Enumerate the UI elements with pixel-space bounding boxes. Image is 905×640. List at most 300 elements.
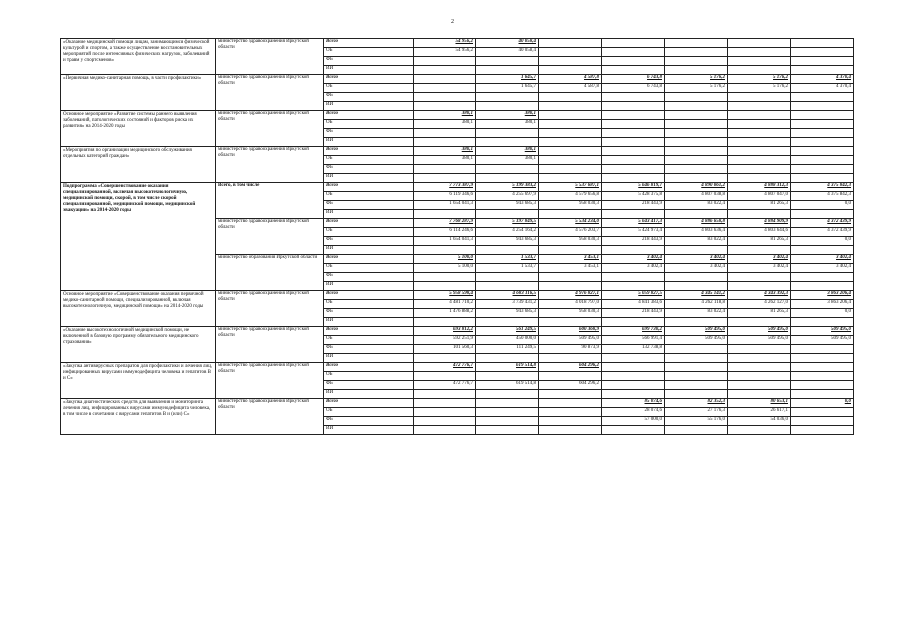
funding-source: ОБ [324,48,414,57]
funding-value [414,129,476,138]
funding-source: ФБ [324,165,414,174]
funding-value: 509 495,0 [791,336,854,345]
funding-value [476,408,539,417]
funding-value: 1 654 041,3 [414,201,476,210]
funding-value [665,111,728,120]
funding-value: 3 453,1 [539,264,602,273]
funding-value: 81 265,3 [728,309,791,318]
funding-value [602,93,665,102]
funding-value [476,165,539,174]
funding-value: 4 262 118,8 [665,300,728,309]
funding-value [539,138,602,147]
funding-value: 472 776,7 [414,381,476,390]
funding-value [539,210,602,219]
funding-value [539,39,602,48]
funding-value [539,372,602,381]
funding-value [728,102,791,111]
funding-value [414,417,476,426]
funding-value [539,417,602,426]
funding-value: 80 653,1 [728,399,791,408]
funding-source: ФБ [324,381,414,390]
funding-value [414,84,476,93]
funding-value [602,354,665,363]
funding-value [414,75,476,84]
executor-name: министерство здравоохранения Иркутской области [216,219,324,255]
measure-name: Основное мероприятие «Развитие системы раннего выявления заболеваний, патологических состояний и факторов риска их развития» на 2014-2020 годы [61,111,216,147]
funding-value [602,318,665,327]
executor-name: министерство здравоохранения Иркутской области [216,147,324,183]
funding-value [602,426,665,435]
funding-value [539,282,602,291]
funding-value [602,147,665,156]
funding-value [791,210,854,219]
funding-value: 6 114 246,6 [414,228,476,237]
funding-value [791,39,854,48]
funding-value [728,165,791,174]
funding-value [728,129,791,138]
funding-value: 1 476 888,2 [414,309,476,318]
funding-value: 82 352,3 [665,399,728,408]
funding-source: ИИ [324,354,414,363]
executor-name: министерство здравоохранения Иркутской области [216,291,324,327]
funding-source: ОБ [324,192,414,201]
page-number: 2 [451,19,454,25]
funding-value: 380,1 [414,156,476,165]
measure-name: «Оказание медицинской помощи лицам, занимающимся физической культурой и спортом, а также осуществление восстановительных мероприятий после интенсивных физических нагрузок, заболеваний и травм у спортсменов» [61,39,216,75]
funding-value: 3 739 431,2 [476,300,539,309]
funding-value [791,111,854,120]
funding-value: 380,1 [476,147,539,156]
funding-value: 509 495,0 [728,327,791,336]
funding-value: 509 495,0 [728,336,791,345]
funding-source: ФБ [324,417,414,426]
funding-value: 55 176,0 [665,417,728,426]
measure-name: Основное мероприятие «Совершенствование оказания первичной медико-санитарной помощи, специализированной, включая высокотехнологичную, медицинской помощи» на 2014-2020 годы [61,291,216,327]
funding-value: 561 249,5 [476,327,539,336]
funding-value: 57 000,0 [602,417,665,426]
funding-value [791,156,854,165]
funding-value [728,57,791,66]
funding-value: 693 812,2 [414,327,476,336]
funding-source: Всего [324,111,414,120]
funding-value [728,147,791,156]
funding-value [728,48,791,57]
funding-value [791,120,854,129]
funding-value: 4 018 797,0 [539,300,602,309]
funding-value [728,381,791,390]
funding-value [728,66,791,75]
measure-name: «Оказание высокотехнологичной медицинской помощи, не включенной в базовую программу обязательного медицинского страхования» [61,327,216,363]
funding-value [665,129,728,138]
funding-value: 101 560,3 [414,345,476,354]
funding-value: 218 443,9 [602,237,665,246]
funding-value: 4 375 842,3 [791,192,854,201]
funding-value: 566 991,4 [602,336,665,345]
funding-value: 83 022,4 [665,201,728,210]
funding-source: Всего [324,327,414,336]
funding-value [602,363,665,372]
funding-value [665,363,728,372]
table-row [61,183,854,192]
funding-value [665,138,728,147]
funding-value [791,138,854,147]
funding-value [602,120,665,129]
executor-name: министерство здравоохранения Иркутской области [216,363,324,399]
measure-name: «Закупка диагностических средств для выявления и мониторинга лечения лиц, инфицированных вирусами иммунодефицита человека, в том числе в сочетании с вирусами гепатитов В и (или) С» [61,399,216,435]
funding-source: ОБ [324,372,414,381]
funding-value [602,39,665,48]
funding-source: ОБ [324,120,414,129]
funding-value: 600 368,9 [539,327,602,336]
funding-value: 4 372 439,9 [791,219,854,228]
executor-name: министерство здравоохранения Иркутской области [216,75,324,111]
funding-value [539,93,602,102]
funding-value [728,174,791,183]
table-row [61,327,854,336]
funding-value [602,246,665,255]
funding-value [539,165,602,174]
funding-value: 5 958 598,4 [414,291,476,300]
funding-value: 40 058,4 [476,39,539,48]
funding-source: ИИ [324,318,414,327]
funding-value [539,66,602,75]
funding-value [791,165,854,174]
funding-value: 1 645,7 [476,84,539,93]
funding-value [728,111,791,120]
funding-value [728,120,791,129]
funding-value [791,354,854,363]
funding-value [414,66,476,75]
funding-source: Всего [324,39,414,48]
funding-source: ИИ [324,426,414,435]
funding-value: 4 481 710,2 [414,300,476,309]
funding-source: ИИ [324,66,414,75]
funding-value [791,417,854,426]
funding-value [728,138,791,147]
funding-value [476,102,539,111]
executor-name: министерство здравоохранения Иркутской области [216,111,324,147]
funding-value [728,246,791,255]
funding-value [476,273,539,282]
funding-value: 4 262 127,0 [728,300,791,309]
funding-value [414,102,476,111]
funding-value: 5 176,2 [728,75,791,84]
funding-source: Всего [324,291,414,300]
funding-value [476,210,539,219]
funding-value [602,66,665,75]
funding-value: 4 803 644,6 [728,228,791,237]
funding-value: 3 402,4 [602,255,665,264]
funding-value: 4 976 827,1 [539,291,602,300]
funding-source: Всего [324,363,414,372]
funding-value: 380,1 [476,156,539,165]
funding-value: 4 579 656,8 [539,192,602,201]
funding-value [728,363,791,372]
funding-value: 5 646 819,7 [602,183,665,192]
funding-value: 27 176,3 [665,408,728,417]
funding-value [665,174,728,183]
funding-value [602,156,665,165]
funding-value: 1 533,7 [476,255,539,264]
funding-value [728,390,791,399]
funding-value: 40 058,4 [476,48,539,57]
funding-value [476,174,539,183]
funding-value [414,390,476,399]
funding-value [414,93,476,102]
measure-name: «Первичная медико-санитарная помощь, в части профилактики» [61,75,216,111]
funding-value [476,93,539,102]
funding-value [665,246,728,255]
funding-value: 3 402,4 [665,255,728,264]
funding-value [414,174,476,183]
funding-source: ОБ [324,228,414,237]
funding-source: ОБ [324,408,414,417]
funding-value [414,282,476,291]
funding-value: 4 886 658,8 [665,219,728,228]
funding-value: 4 375 842,3 [791,183,854,192]
funding-value [476,129,539,138]
funding-value: 0,0 [791,399,854,408]
funding-value [539,354,602,363]
funding-value: 380,1 [414,147,476,156]
funding-value [791,408,854,417]
funding-value [414,138,476,147]
funding-value [791,246,854,255]
funding-value [791,147,854,156]
funding-value [665,372,728,381]
funding-value: 54 956,2 [414,39,476,48]
funding-value [665,120,728,129]
funding-source: ИИ [324,210,414,219]
table-row [61,39,854,48]
funding-source: ИИ [324,390,414,399]
funding-value: 4 345 141,2 [665,291,728,300]
funding-value: 218 443,9 [602,309,665,318]
table-row [61,363,854,372]
funding-value [539,390,602,399]
funding-value: 509 495,0 [665,327,728,336]
funding-value [791,273,854,282]
funding-value [728,39,791,48]
funding-value [539,408,602,417]
funding-value: 218 443,9 [602,201,665,210]
funding-value: 4 884 909,9 [728,219,791,228]
funding-value [665,210,728,219]
funding-value [414,318,476,327]
funding-value: 6 119 346,6 [414,192,476,201]
funding-value: 4 807 047,0 [728,192,791,201]
funding-value [665,381,728,390]
funding-value [476,66,539,75]
funding-value: 604 296,2 [539,381,602,390]
executor-name: министерство здравоохранения Иркутской области [216,399,324,435]
funding-value [791,57,854,66]
funding-value: 6 743,8 [602,84,665,93]
funding-value: 4 807 038,8 [665,192,728,201]
funding-value [602,57,665,66]
funding-value: 3 402,4 [728,264,791,273]
funding-value [665,426,728,435]
funding-value: 3 402,4 [791,264,854,273]
funding-value: 619 514,8 [476,363,539,372]
funding-value [476,246,539,255]
funding-value: 4 576 203,7 [539,228,602,237]
funding-value [602,273,665,282]
funding-value: 604 296,2 [539,363,602,372]
funding-source: ФБ [324,237,414,246]
funding-value [665,57,728,66]
funding-value [539,102,602,111]
funding-value [665,147,728,156]
funding-value: 4 841 383,6 [602,300,665,309]
funding-value: 699 730,2 [602,327,665,336]
funding-value [791,66,854,75]
funding-value [414,426,476,435]
executor-name: министерство здравоохранения Иркутской области [216,39,324,75]
funding-value [414,165,476,174]
funding-value [414,57,476,66]
funding-value: 509 495,0 [791,327,854,336]
funding-value [539,318,602,327]
funding-value: 5 176,2 [665,75,728,84]
funding-value [665,165,728,174]
funding-value [791,381,854,390]
funding-value: 4 370,4 [791,75,854,84]
funding-value [791,48,854,57]
funding-value: 380,1 [414,120,476,129]
funding-value: 4 370,4 [791,84,854,93]
funding-value [602,210,665,219]
funding-value: 943 685,3 [476,237,539,246]
funding-value: 509 495,0 [665,336,728,345]
funding-value: 4 372 439,9 [791,228,854,237]
funding-source: ФБ [324,57,414,66]
funding-source: ФБ [324,201,414,210]
funding-value: 1 645,7 [476,75,539,84]
funding-value: 5 176,2 [665,84,728,93]
funding-value [476,417,539,426]
funding-value [665,282,728,291]
funding-value: 0,0 [791,201,854,210]
funding-source: ИИ [324,282,414,291]
funding-value [728,354,791,363]
funding-value: 943 685,3 [476,309,539,318]
funding-value: 380,1 [476,120,539,129]
funding-value [728,273,791,282]
funding-value: 4 888 312,3 [728,183,791,192]
funding-value [539,57,602,66]
funding-value: 958 030,3 [539,237,602,246]
funding-value: 1 533,7 [476,264,539,273]
table-row [61,291,854,300]
funding-value [791,372,854,381]
funding-value [476,282,539,291]
funding-value: 3 402,4 [665,264,728,273]
funding-source: ОБ [324,156,414,165]
funding-value: 4 255 697,9 [476,192,539,201]
funding-source: ОБ [324,84,414,93]
funding-value [728,426,791,435]
funding-source: Всего [324,147,414,156]
funding-source: Всего [324,183,414,192]
funding-value: 81 265,3 [728,237,791,246]
funding-value [665,318,728,327]
funding-value [476,57,539,66]
funding-value: 28 074,6 [602,408,665,417]
funding-value: 5 199 383,2 [476,183,539,192]
funding-value [791,363,854,372]
funding-value: 958 030,3 [539,201,602,210]
funding-source: ИИ [324,174,414,183]
funding-value [665,273,728,282]
funding-value: 5 428 375,8 [602,192,665,201]
funding-value [476,318,539,327]
funding-value: 450 000,0 [476,336,539,345]
funding-value [602,48,665,57]
funding-value [539,156,602,165]
funding-value [665,39,728,48]
funding-value [602,174,665,183]
funding-value [665,156,728,165]
funding-source: ОБ [324,264,414,273]
funding-value: 5 643 417,3 [602,219,665,228]
funding-value [791,102,854,111]
funding-value: 111 249,5 [476,345,539,354]
table-row [61,111,854,120]
funding-value: 6 743,8 [602,75,665,84]
funding-value: 5 100,0 [414,255,476,264]
funding-value [414,408,476,417]
funding-value [539,48,602,57]
funding-value: 380,1 [414,111,476,120]
funding-value [602,165,665,174]
funding-value: 5 059 827,5 [602,291,665,300]
funding-value [602,381,665,390]
funding-value: 4 683 116,5 [476,291,539,300]
funding-value: 4 254 164,2 [476,228,539,237]
funding-source: ОБ [324,300,414,309]
table-row [61,399,854,408]
funding-value: 4 890 061,2 [665,183,728,192]
funding-value [539,129,602,138]
funding-value [539,111,602,120]
funding-value [791,390,854,399]
funding-value: 5 424 973,4 [602,228,665,237]
funding-value: 4 343 392,3 [728,291,791,300]
funding-source: ФБ [324,309,414,318]
funding-value: 3 453,1 [539,255,602,264]
funding-value: 1 654 041,3 [414,237,476,246]
funding-value: 3 402,4 [602,264,665,273]
funding-value [791,345,854,354]
funding-value: 619 514,8 [476,381,539,390]
funding-value [602,390,665,399]
funding-value [539,273,602,282]
funding-value: 83 022,4 [665,237,728,246]
funding-value [665,390,728,399]
funding-source: ФБ [324,345,414,354]
funding-value [665,354,728,363]
funding-value: 90 873,9 [539,345,602,354]
funding-source: ИИ [324,138,414,147]
funding-value: 7 768 287,9 [414,219,476,228]
funding-value: 26 617,1 [728,408,791,417]
funding-value [791,129,854,138]
funding-value [414,372,476,381]
funding-value: 5 534 234,0 [539,219,602,228]
funding-value [602,102,665,111]
funding-value [414,399,476,408]
